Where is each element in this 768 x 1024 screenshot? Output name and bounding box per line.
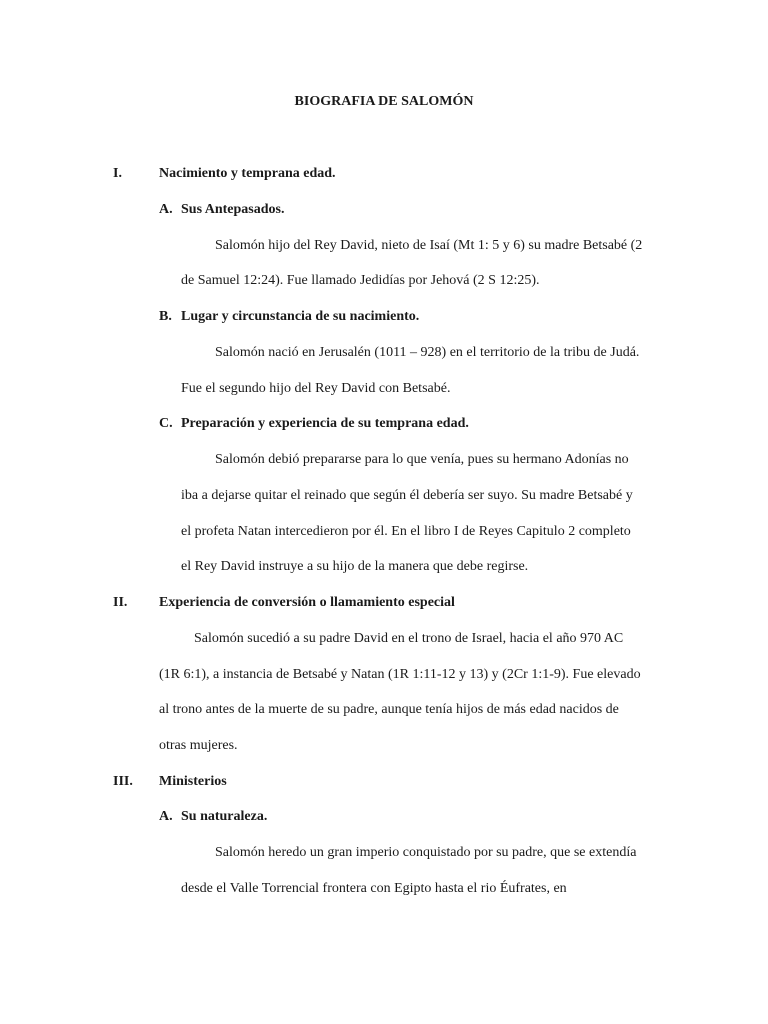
subsection-letter: A. [159,202,173,217]
subsection-heading: Preparación y experiencia de su temprana edad. [181,416,469,431]
paragraph-line-text: Salomón hijo del Rey David, nieto de Isaí (Mt 1: 5 y 6) su madre Betsabé (2 [215,238,643,253]
document-title: BIOGRAFIA DE SALOMÓN [294,94,474,109]
section-heading: Ministerios [159,774,227,789]
paragraph-line: otras mujeres. [159,738,238,753]
section-heading: Experiencia de conversión o llamamiento especial [159,595,455,610]
paragraph-line: de Samuel 12:24). Fue llamado Jedidías por Jehová (2 S 12:25). [181,273,540,288]
subsection-letter: A. [159,809,173,824]
subsection-letter: C. [159,416,173,431]
subsection-heading: Lugar y circunstancia de su nacimiento. [181,309,420,324]
section-numeral: II. [113,595,128,610]
paragraph-line: Fue el segundo hijo del Rey David con Betsabé. [181,381,451,396]
paragraph-line: iba a dejarse quitar el reinado que según él debería ser suyo. Su madre Betsabé y [181,488,633,503]
paragraph-line: Salomón sucedió a su padre David en el trono de Israel, hacia el año 970 AC [194,631,624,646]
paragraph-line: el Rey David instruye a su hijo de la manera que debe regirse. [181,559,529,574]
paragraph-line: Salomón nació en Jerusalén (1011 – 928) en el territorio de la tribu de Judá. [215,345,640,360]
section-heading: Nacimiento y temprana edad. [159,166,336,181]
section-numeral: III. [113,774,133,789]
paragraph-line: al trono antes de la muerte de su padre, aunque tenía hijos de más edad nacidos de [159,702,619,717]
paragraph-line: Salomón debió prepararse para lo que venía, pues su hermano Adonías no [215,452,629,467]
subsection-heading: Su naturaleza. [181,809,268,824]
subsection-heading: Sus Antepasados. [181,202,285,217]
paragraph-line: desde el Valle Torrencial frontera con Egipto hasta el rio Éufrates, en [181,881,567,896]
paragraph-line: el profeta Natan intercedieron por él. En el libro I de Reyes Capitulo 2 completo [181,524,631,539]
subsection-letter: B. [159,309,172,324]
paragraph-line: (1R 6:1), a instancia de Betsabé y Natan (1R 1:11-12 y 13) y (2Cr 1:1-9). Fue elevado [159,667,641,682]
paragraph-line [215,237,660,255]
section-numeral: I. [113,166,122,181]
paragraph-line: Salomón heredo un gran imperio conquistado por su padre, que se extendía [215,845,637,860]
